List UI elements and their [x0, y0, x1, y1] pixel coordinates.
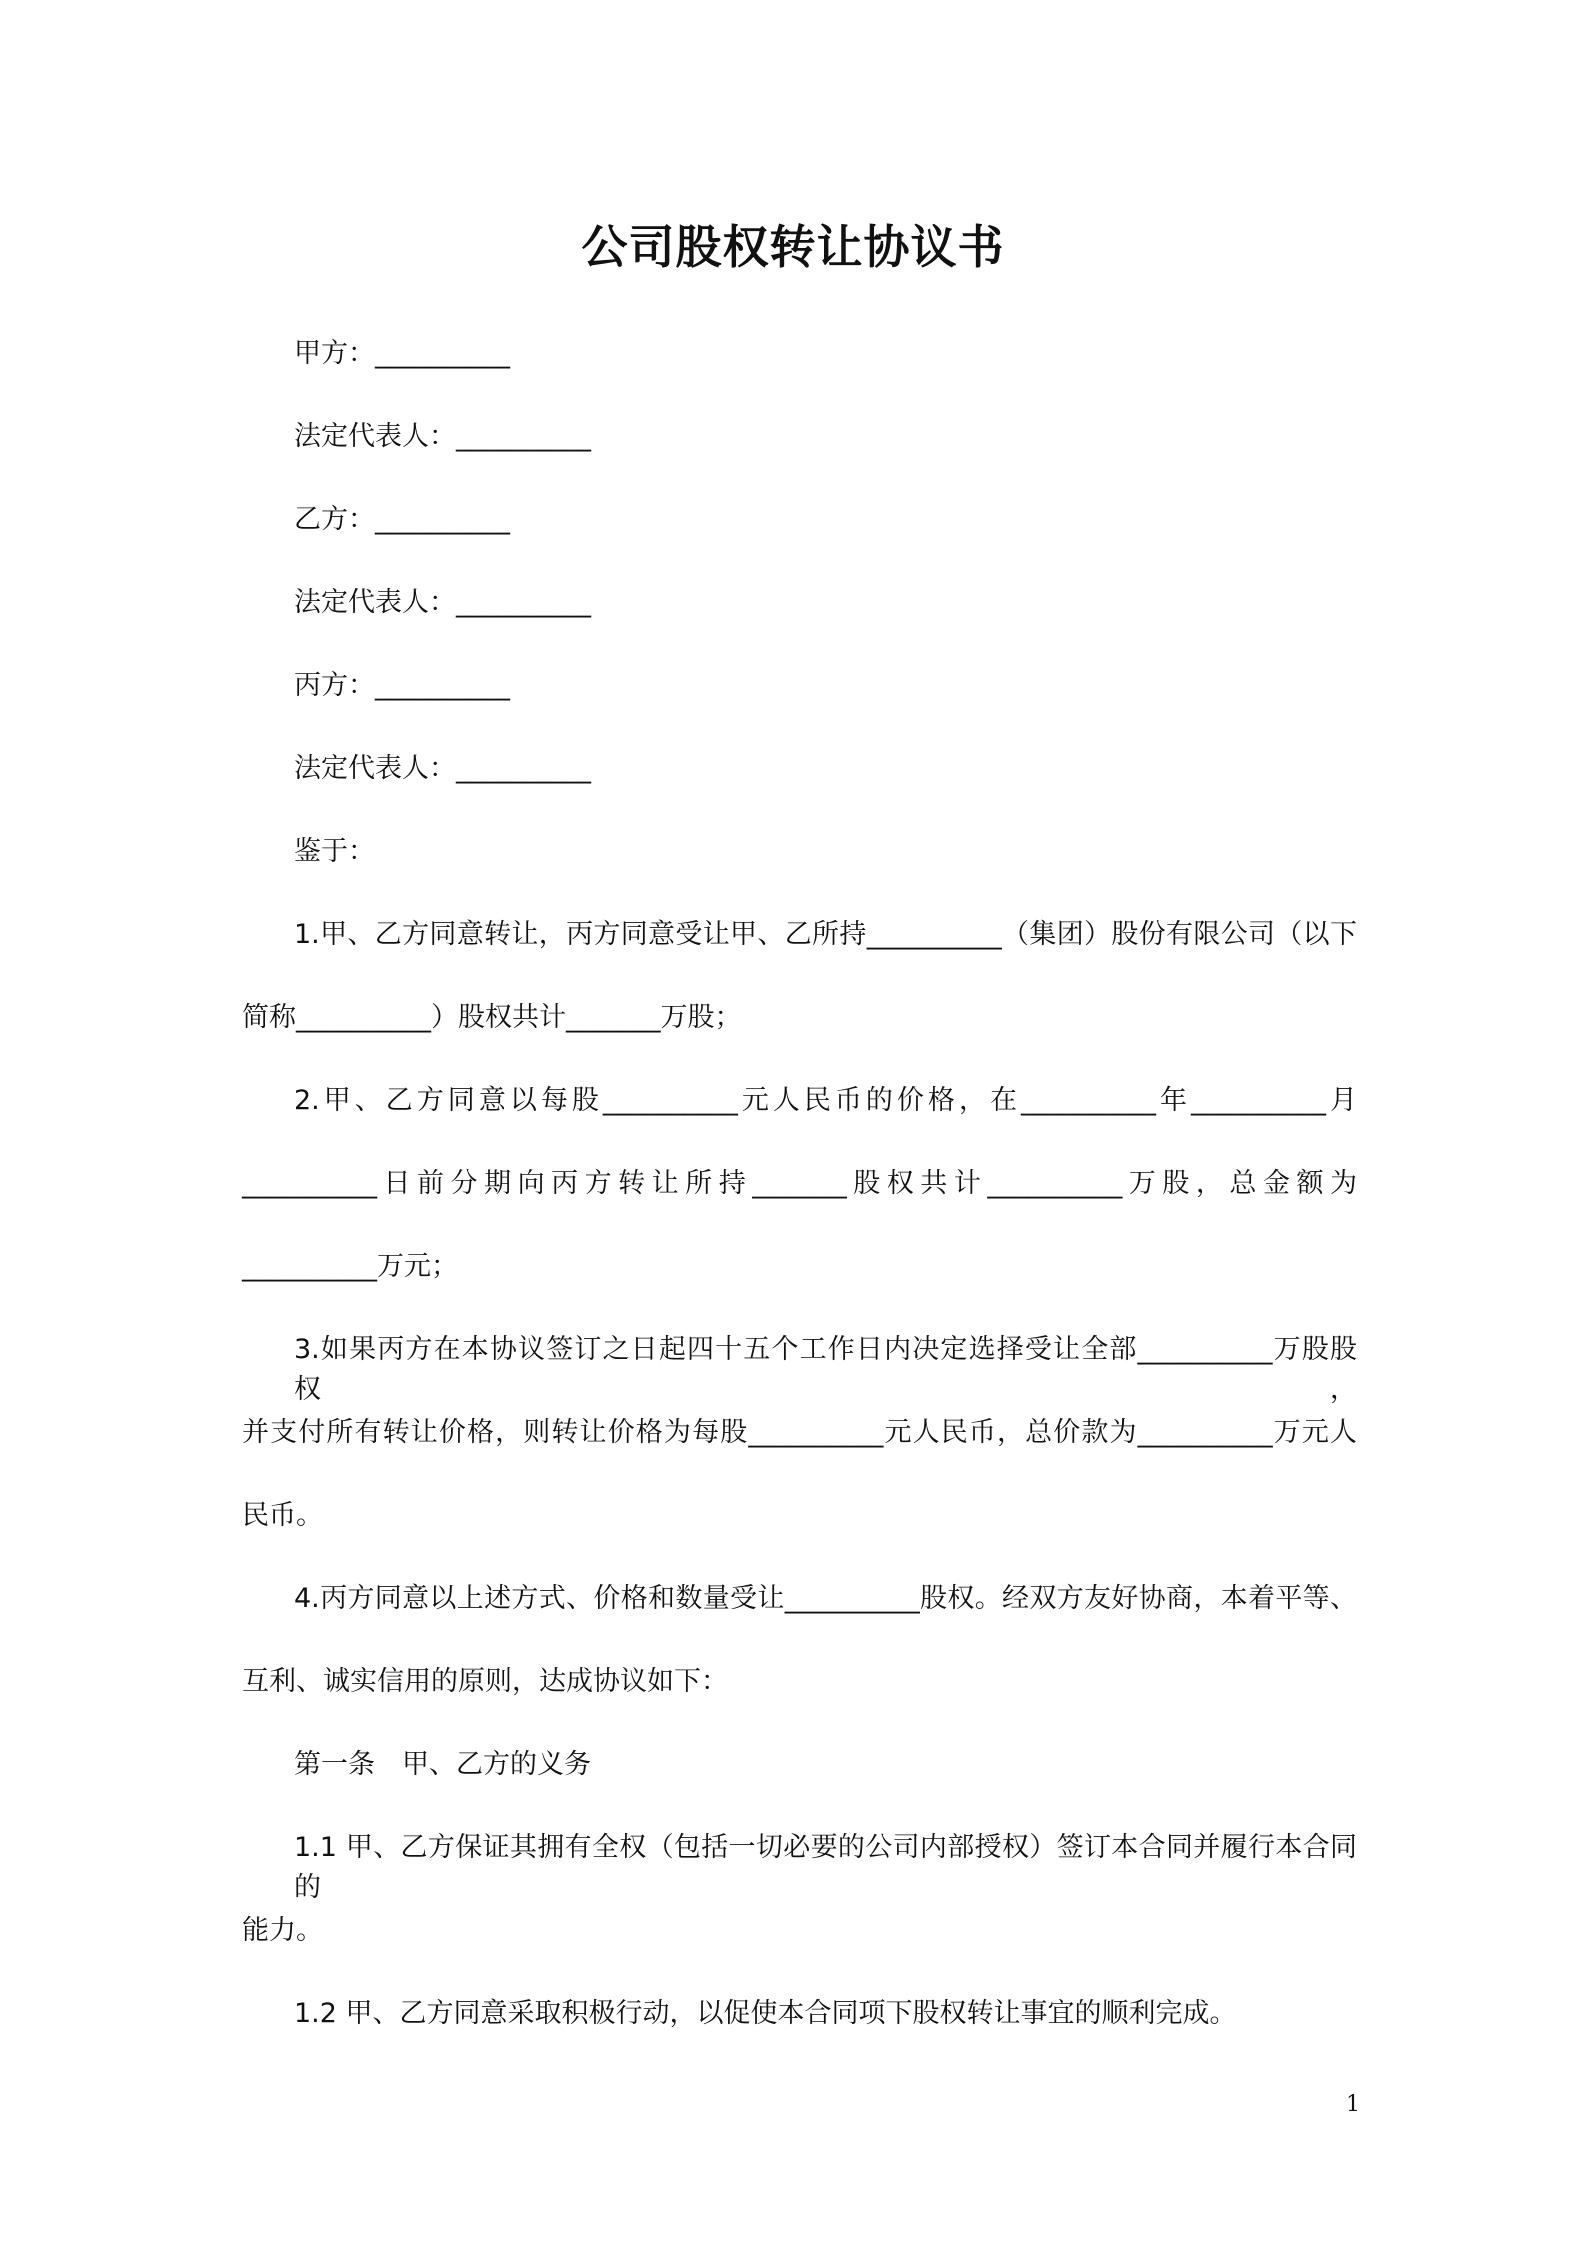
article-1-2-line: 1.2 甲、乙方同意采取积极行动，以促使本合同项下股权转让事宜的顺利完成。 — [294, 1998, 1237, 2029]
article-1-heading: 第一条 甲、乙方的义务 — [294, 1749, 591, 1780]
clause-2-line-3: __________万元； — [242, 1251, 458, 1282]
whereas-line: 鉴于： — [294, 836, 375, 867]
party-c-representative-line: 法定代表人：__________ — [294, 753, 591, 784]
party-b-representative-line: 法定代表人：__________ — [294, 587, 591, 618]
page-number: 1 — [1346, 2092, 1360, 2117]
clause-4-line-2: 互利、诚实信用的原则，达成协议如下： — [242, 1666, 728, 1697]
party-a-line: 甲方：__________ — [294, 338, 510, 369]
party-b-line: 乙方：__________ — [294, 504, 510, 535]
clause-3-line-3: 民币。 — [242, 1500, 323, 1531]
clause-3-line-1: 3.如果丙方在本协议签订之日起四十五个工作日内决定选择受让全部__________万股股权， — [294, 1334, 1357, 1405]
clause-3-line-2: 并支付所有转让价格，则转让价格为每股__________元人民币，总价款为__________万元人 — [242, 1417, 1357, 1448]
document-title: 公司股权转让协议书 — [581, 220, 1005, 274]
party-a-representative-line: 法定代表人：__________ — [294, 421, 591, 452]
clause-2-line-2: __________日前分期向丙方转让所持_______股权共计__________万股，总金额为 — [242, 1168, 1357, 1199]
article-1-1-line-1: 1.1 甲、乙方保证其拥有全权（包括一切必要的公司内部授权）签订本合同并履行本合同的 — [294, 1832, 1357, 1903]
clause-1-line-2: 简称__________）股权共计_______万股； — [242, 1002, 742, 1033]
clause-1-line-1: 1.甲、乙方同意转让，丙方同意受让甲、乙所持__________（集团）股份有限公司（以下 — [294, 919, 1357, 950]
party-c-line: 丙方：__________ — [294, 670, 510, 701]
article-1-1-line-2: 能力。 — [242, 1915, 323, 1946]
clause-2-line-1: 2.甲、乙方同意以每股__________元人民币的价格，在__________年__________月 — [294, 1085, 1357, 1116]
clause-4-line-1: 4.丙方同意以上述方式、价格和数量受让__________股权。经双方友好协商，本着平等、 — [294, 1583, 1357, 1614]
